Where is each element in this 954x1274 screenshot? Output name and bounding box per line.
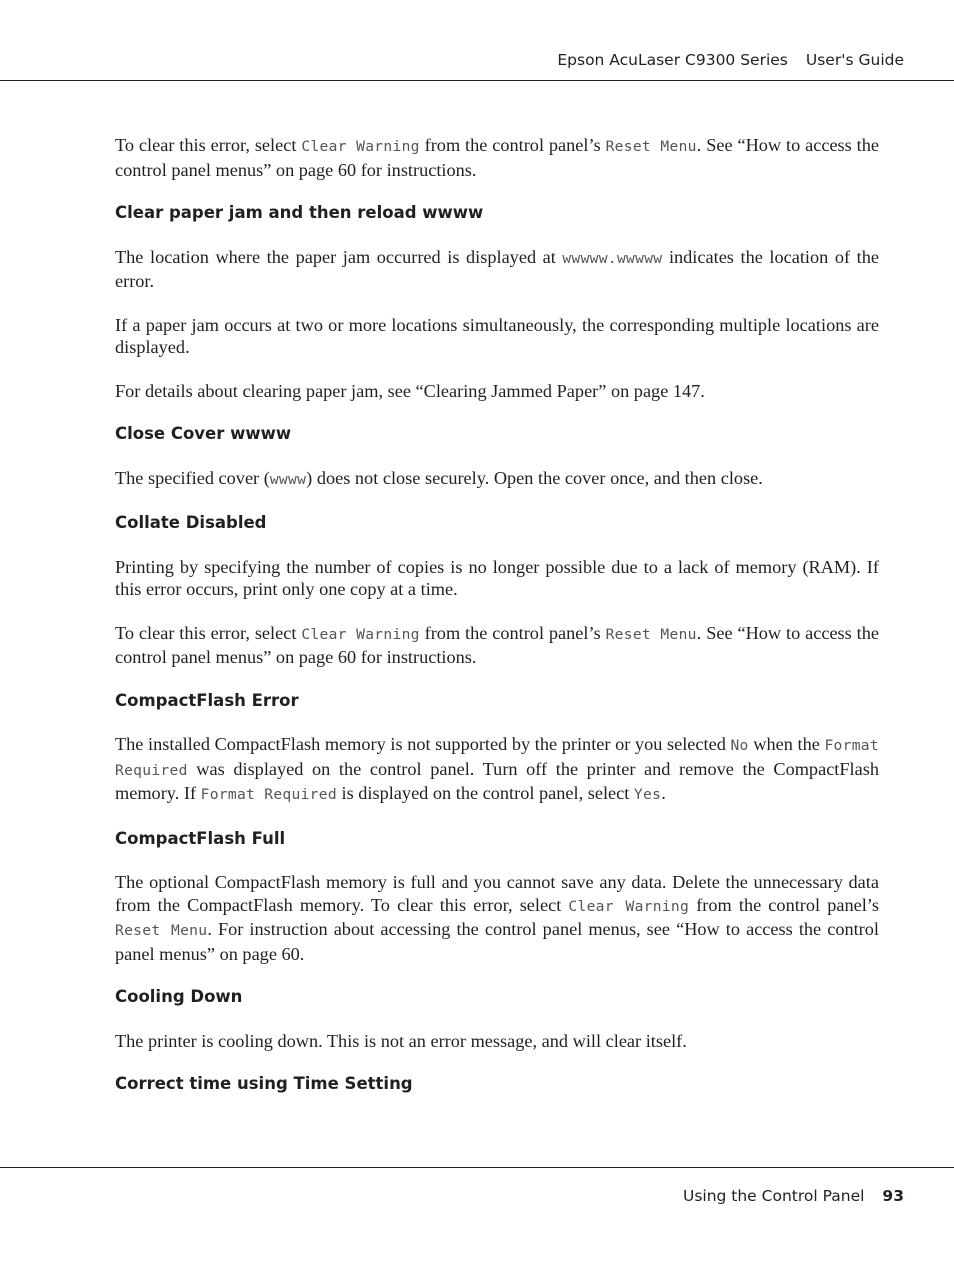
text-run: The optional CompactFlash memory is full and you cannot save any data. Delete the unnecessary data from the CompactFlash memory. To clear this error, select xyxy=(115,872,879,915)
header-guide-title: User's Guide xyxy=(805,51,904,69)
text-run: . See “How to access the control panel menus” on page 60 for instructions. xyxy=(115,622,879,667)
paragraph-collate-disabled: Printing by specifying the number of copies is no longer possible due to a lack of memory (RAM). If this error occurs, print only one copy at a time. xyxy=(115,556,879,599)
panel-text-yes: Yes xyxy=(633,786,662,803)
text-run: The location where the paper jam occurred is displayed at xyxy=(115,246,563,267)
text-run: The installed CompactFlash memory is not supported by the printer or you selected xyxy=(115,734,731,754)
paragraph-compactflash-error xyxy=(115,733,879,807)
text-run: To clear this error, select xyxy=(115,622,302,643)
paragraph-compactflash-full xyxy=(115,871,879,965)
text-run: . xyxy=(661,783,666,803)
panel-text-reset-menu: Reset Menu xyxy=(115,922,208,939)
paragraph-jam-details: For details about clearing paper jam, see “Clearing Jammed Paper” on page 147. xyxy=(115,380,705,401)
text-run: from the control panel’s xyxy=(689,894,879,915)
heading-compactflash-error: CompactFlash Error xyxy=(115,690,299,710)
paragraph-jam-location xyxy=(115,246,879,293)
panel-text-clear-warning: Clear Warning xyxy=(301,625,420,643)
text-run: To clear this error, select xyxy=(115,135,302,155)
text-run: The specified cover ( xyxy=(115,467,270,488)
text-run: indicates the location of the error. xyxy=(115,246,879,291)
paragraph-cooling-down: The printer is cooling down. This is not an error message, and will clear itself. xyxy=(115,1030,687,1051)
heading-collate-disabled: Collate Disabled xyxy=(115,513,267,532)
panel-text-clear-warning: Clear Warning xyxy=(568,897,690,915)
footer-section-title: Using the Control Panel xyxy=(682,1187,865,1205)
page-content xyxy=(115,134,879,1117)
header-divider xyxy=(0,80,954,81)
paragraph-clear-warning xyxy=(115,134,879,181)
paragraph-clear-warning-2 xyxy=(115,622,879,669)
heading-clear-paper-jam: Clear paper jam and then reload wwww xyxy=(115,203,484,222)
paragraph-multiple-locations: If a paper jam occurs at two or more locations simultaneously, the corresponding multiple locations are displayed. xyxy=(115,314,879,357)
page-header xyxy=(557,51,904,69)
panel-text-format-required: Format Required xyxy=(115,737,879,779)
header-product-title: Epson AcuLaser C9300 Series xyxy=(557,51,788,69)
heading-close-cover: Close Cover wwww xyxy=(115,424,292,443)
panel-text-clear-warning: Clear Warning xyxy=(301,138,420,155)
text-run: . For instruction about accessing the control panel menus, see “How to access the control panel menus” on page 60. xyxy=(115,919,879,964)
panel-text-no: No xyxy=(730,737,749,754)
text-run: from the control panel’s xyxy=(419,622,606,643)
text-run: . See “How to access the control panel menus” on page 60 for instructions. xyxy=(115,135,879,180)
text-run: was displayed on the control panel. Turn off the printer and remove the CompactFlash memory. If xyxy=(115,758,879,803)
panel-text-reset-menu: Reset Menu xyxy=(605,138,697,155)
text-run: ) does not close securely. Open the cover once, and then close. xyxy=(306,467,763,488)
page-footer xyxy=(683,1187,904,1205)
text-run: from the control panel’s xyxy=(419,135,606,155)
text-run: is displayed on the control panel, select xyxy=(336,783,634,803)
footer-divider xyxy=(0,1167,954,1168)
page-number: 93 xyxy=(882,1187,904,1205)
panel-text-cover: wwww xyxy=(269,470,307,488)
text-run: when the xyxy=(748,734,825,754)
panel-text-format-required: Format Required xyxy=(200,786,337,803)
panel-text-location: wwwww.wwwww xyxy=(562,249,663,267)
heading-compactflash-full: CompactFlash Full xyxy=(115,828,286,848)
heading-correct-time: Correct time using Time Setting xyxy=(115,1074,413,1093)
heading-cooling-down: Cooling Down xyxy=(115,987,243,1006)
panel-text-reset-menu: Reset Menu xyxy=(605,625,697,643)
paragraph-close-cover xyxy=(115,467,879,492)
